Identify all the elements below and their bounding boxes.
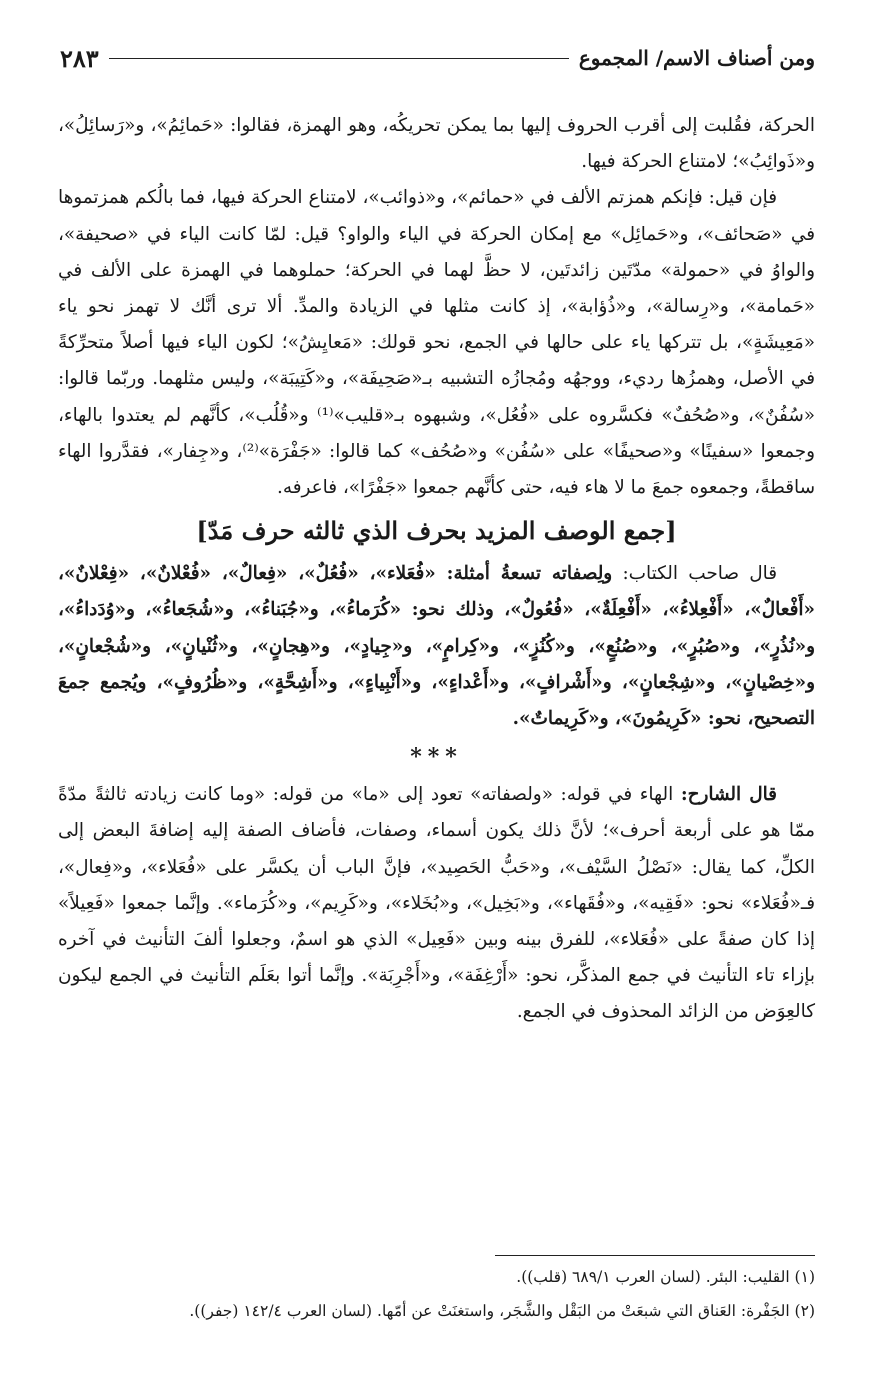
footnote: (١) القليب: البئر. (لسان العرب ٦٨٩/١ (قلب)). (516, 1268, 815, 1286)
quote-intro: قال صاحب الكتاب: (612, 563, 777, 585)
footnote: (٢) الجَفْرة: العَناق التي شبعَتْ من البَقْل والشَّجَر، واستغنَتْ عن أمّها. (لسان العرب ١٤٢/٤ (جفر)). (189, 1302, 815, 1320)
header-rule (109, 58, 569, 59)
running-title: ومن أصناف الاسم/ المجموع (578, 46, 815, 70)
quoted-text (58, 556, 815, 737)
separator-stars: *** (410, 744, 463, 771)
paragraph: الحركة، فقُلبت إلى أقرب الحروف إليها بما يمكن تحريكُه، وهو الهمزة، فقالوا: «حَمائِمُ»، و«رَسائِلُ»، و«ذَوائِبُ»؛ لامتناع الحركة فيها. (58, 115, 815, 173)
page-number: ٢٨٣ (60, 43, 99, 73)
paragraph: فإن قيل: فإنكم همزتم الألف في «حمائم»، و«ذوائب»، لامتناع الحركة فيها، فما بالُكم همزتموها في «صَحائف»، و«حَمائِل» مع إمكان الحركة في الياء والواو؟ قيل: لمّا كانت الياء في «صحيفة»، والواوُ في «حمولة» مدّتَين زائدتَين، لا حظَّ لهما في الحركة؛ حملوهما في الهمزة على الألف في «حَمامة»، و«رِسالة»، و«ذُؤابة»، إذ كانت مثلها في الزيادة والمدِّ. ألا ترى أنَّك لا تهمز نحو ياء «مَعِيشَةٍ»، بل تتركها ياء على حالها في الجمع، نحو قولك: «مَعايِشُ»؛ لكون الياء فيها أصلاً متحرِّكةً في الأصل، وهمزُها رديء، ووجهُه ومُجازُه التشبيه بـ«صَحِيفَة»، و«كَتِيبَة»، وليس مثلهما. وربّما قالوا: «سُفُنٌ»، و«صُحُفٌ» فكسَّروه على «فُعُل»، وشبهوه بـ«قليب»⁽¹⁾ و«قُلُب»، كأنَّهم لم يعتدوا بالهاء، وجمعوا «سفينًا» و«صحيفًا» على «سُفُن» و«صُحُف» كما قالوا: «جَفْرَة»⁽²⁾، و«جِفار»، فقدَّروا الهاء ساقطةً، وجمعوه جمعَ ما لا هاء فيه، حتى كأنَّهم جمعوا «جَفْرًا»، فاعرفه. (58, 187, 815, 499)
commentary-label: قال الشارح: (680, 784, 777, 806)
page-header (60, 38, 815, 78)
footnotes (58, 1255, 815, 1328)
footnote-rule (495, 1255, 815, 1256)
commentary-text: الهاء في قوله: «ولصفاته» تعود إلى «ما» من قوله: «وما كانت زيادته ثالثةً مدّةً ممّا هو على أربعة أحرف»؛ لأنَّ ذلك يكون أسماء، وصفات، فأضاف الصفة إليه إضافةَ البعض إلى الكلِّ، كما يقال: «نَصْلُ السَّيْف»، و«حَبُّ الحَصِيد»، فإنَّ الباب أن يكسَّر على «فُعَلاء»، و«فِعال»، فـ«فُعَلاء» نحو: «فَقِيه»، و«فُقَهاء»، و«بَخِيل»، و«بُخَلاء»، و«كَرِيم»، و«كُرَماء». وإنَّما جمعوا «فَعِيلاً» إذا كان صفةً على «فُعَلاء»، للفرق بينه وبين «فَعِيل» الذي هو اسمٌ، وجعلوا ألفَ التأنيث في آخره بإزاء تاء التأنيث في جمع المذكَّر، نحو: «أَرْغِفَة»، و«أَجْرِبَة». وإنَّما أتوا بعَلَم التأنيث في الجمع ليكون كالعِوَض من الزائد المحذوف في الجمع. (58, 784, 815, 1023)
page-body (58, 108, 815, 1031)
quote-bold-text: ولِصفاته تسعةُ أمثلة: «فُعَلاء»، «فُعُلٌ»، «فِعالٌ»، «فُعْلانٌ»، «فِعْلانٌ»، «أَفْعالٌ»، «أَفْعِلاءُ»، «أَفْعِلَةٌ»، «فُعُولٌ»، وذلك نحو: «كُرَماءُ»، و«جُبَناءُ»، و«شُجَعاءُ»، و«وُدَداءُ»، و«نُذُرٍ»، و«صُبُرٍ»، و«صُنُعٍ»، و«كُنُزٍ»، و«كِرامٍ»، و«جِيادٍ»، و«هِجانٍ»، و«ثُنْيانٍ»، و«شُجْعانٍ»، و«خِصْيانٍ»، و«شِجْعانٍ»، و«أَشْرافٍ»، و«أَعْداءٍ»، و«أَنْبِياءٍ»، و«أَشِحَّةٍ»، و«ظُرُوفٍ»، ويُجمع جمعَ التصحيح، نحو: «كَرِيمُونَ»، و«كَرِيماتٌ». (58, 563, 815, 730)
section-heading: [جمع الوصف المزيد بحرف الذي ثالثه حرف مَدّ] (196, 516, 677, 546)
commentary (58, 777, 815, 1030)
